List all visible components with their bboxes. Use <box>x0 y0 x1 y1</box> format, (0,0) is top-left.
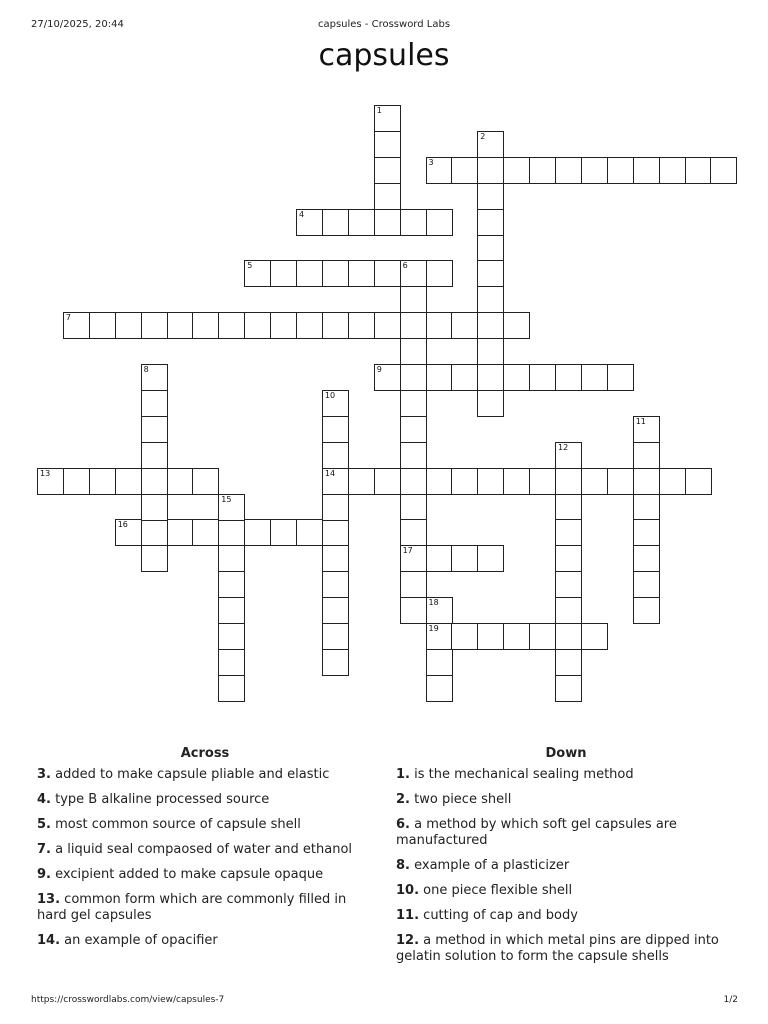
grid-cell <box>477 235 504 262</box>
clue-across-9: 9. excipient added to make capsule opaque <box>37 867 324 882</box>
clue-across-14: 14. an example of opacifier <box>37 933 218 948</box>
grid-cell <box>477 468 504 495</box>
grid-cell <box>477 131 504 158</box>
grid-cell <box>633 442 660 469</box>
grid-cell <box>400 209 427 236</box>
grid-cell <box>529 157 556 184</box>
grid-cell <box>426 597 453 624</box>
grid-cell <box>322 468 349 495</box>
grid-cell <box>63 312 90 339</box>
clue-across-3: 3. added to make capsule pliable and elastic <box>37 767 330 782</box>
grid-cell <box>555 675 582 702</box>
grid-cell <box>400 571 427 598</box>
cell-number: 3 <box>428 157 434 167</box>
grid-cell <box>400 390 427 417</box>
grid-cell <box>581 623 608 650</box>
grid-cell <box>89 312 116 339</box>
grid-cell <box>374 312 401 339</box>
grid-cell <box>451 312 478 339</box>
grid-cell <box>477 260 504 287</box>
grid-cell <box>633 545 660 572</box>
cell-number: 17 <box>402 546 413 556</box>
grid-cell <box>374 364 401 391</box>
grid-cell <box>218 494 245 521</box>
grid-cell <box>141 364 168 391</box>
grid-cell <box>141 519 168 546</box>
grid-cell <box>710 157 737 184</box>
grid-cell <box>167 312 194 339</box>
grid-cell <box>555 442 582 469</box>
grid-cell <box>685 157 712 184</box>
grid-cell <box>529 623 556 650</box>
grid-cell <box>400 545 427 572</box>
cell-number: 1 <box>376 106 382 115</box>
grid-cell <box>322 209 349 236</box>
grid-cell <box>37 468 64 495</box>
cell-number: 6 <box>402 261 408 271</box>
cell-number: 13 <box>40 468 51 478</box>
clue-across-5: 5. most common source of capsule shell <box>37 817 301 832</box>
clue-across-13: 13. common form which are commonly filled in hard gel capsules <box>37 892 347 923</box>
grid-cell <box>426 545 453 572</box>
grid-cell <box>426 675 453 702</box>
grid-cell <box>555 157 582 184</box>
grid-cell <box>477 183 504 210</box>
grid-cell <box>244 312 271 339</box>
grid-cell <box>426 623 453 650</box>
grid-cell <box>141 494 168 521</box>
grid-cell <box>270 519 297 546</box>
grid-cell <box>555 649 582 676</box>
grid-cell <box>581 468 608 495</box>
grid-cell <box>426 649 453 676</box>
cell-number: 4 <box>299 209 305 219</box>
grid-cell <box>451 545 478 572</box>
grid-cell <box>633 494 660 521</box>
clue-across-4: 4. type B alkaline processed source <box>37 792 270 807</box>
cell-number: 5 <box>247 261 253 271</box>
grid-cell <box>374 260 401 287</box>
grid-cell <box>503 312 530 339</box>
grid-cell <box>529 468 556 495</box>
grid-cell <box>89 468 116 495</box>
grid-cell <box>400 286 427 313</box>
cell-number: 8 <box>143 365 149 374</box>
grid-cell <box>426 312 453 339</box>
grid-cell <box>322 545 349 572</box>
grid-cell <box>296 519 323 546</box>
grid-cell <box>322 649 349 676</box>
grid-cell <box>322 494 349 521</box>
cell-number: 15 <box>221 494 232 504</box>
grid-cell <box>581 364 608 391</box>
grid-cell <box>607 364 634 391</box>
grid-cell <box>555 623 582 650</box>
grid-cell <box>477 338 504 365</box>
grid-cell <box>555 364 582 391</box>
grid-cell <box>685 468 712 495</box>
grid-cell <box>141 545 168 572</box>
grid-cell <box>322 260 349 287</box>
grid-cell <box>244 519 271 546</box>
print-url: https://crosswordlabs.com/view/capsules-7 <box>31 995 225 1005</box>
cell-number: 14 <box>324 468 336 478</box>
grid-cell <box>348 209 375 236</box>
grid-cell <box>322 623 349 650</box>
grid-cell <box>322 442 349 469</box>
grid-cell <box>555 571 582 598</box>
grid-cell <box>477 364 504 391</box>
grid-cell <box>426 260 453 287</box>
grid-cell <box>322 597 349 624</box>
grid-cell <box>477 286 504 313</box>
grid-cell <box>218 312 245 339</box>
grid-cell <box>633 519 660 546</box>
down-heading: Down <box>545 746 587 761</box>
grid-cell <box>477 545 504 572</box>
clue-down-2: 2. two piece shell <box>396 792 512 807</box>
grid-cell <box>322 416 349 443</box>
grid-cell <box>426 468 453 495</box>
grid-cell <box>167 468 194 495</box>
clue-down-11: 11. cutting of cap and body <box>396 908 578 923</box>
grid-cell <box>218 649 245 676</box>
cell-number: 2 <box>480 131 486 141</box>
grid-cell <box>141 416 168 443</box>
grid-cell <box>218 623 245 650</box>
grid-cell <box>400 442 427 469</box>
grid-cell <box>322 519 349 546</box>
grid-cell <box>477 390 504 417</box>
cell-number: 12 <box>558 442 569 452</box>
across-heading: Across <box>180 746 230 761</box>
grid-cell <box>374 157 401 184</box>
grid-cell <box>633 571 660 598</box>
page-title: capsules <box>318 38 450 73</box>
grid-cell <box>115 312 142 339</box>
grid-cell <box>426 209 453 236</box>
print-date: 27/10/2025, 20:44 <box>31 19 124 30</box>
cell-number: 7 <box>65 313 71 323</box>
grid-cell <box>141 390 168 417</box>
grid-cell <box>581 157 608 184</box>
grid-cell <box>400 338 427 365</box>
grid-cell <box>296 209 323 236</box>
grid-cell <box>555 468 582 495</box>
grid-cell <box>141 312 168 339</box>
grid-cell <box>322 390 349 417</box>
grid-cell <box>270 260 297 287</box>
grid-cell <box>374 209 401 236</box>
grid-cell <box>503 364 530 391</box>
across-clues <box>37 746 373 958</box>
grid-cell <box>477 623 504 650</box>
grid-cell <box>167 519 194 546</box>
grid-cell <box>141 442 168 469</box>
down-clues <box>396 746 736 974</box>
grid-cell <box>400 312 427 339</box>
clue-down-1: 1. is the mechanical sealing method <box>396 767 634 782</box>
grid-cell <box>400 519 427 546</box>
grid-cell <box>477 209 504 236</box>
cell-number: 9 <box>376 365 382 374</box>
grid-cell <box>374 183 401 210</box>
grid-cell <box>348 312 375 339</box>
grid-cell <box>322 571 349 598</box>
cell-number: 18 <box>428 598 439 608</box>
grid-cell <box>400 494 427 521</box>
grid-cell <box>633 597 660 624</box>
grid-cell <box>451 364 478 391</box>
grid-cell <box>633 157 660 184</box>
grid-cell <box>348 260 375 287</box>
grid-cell <box>244 260 271 287</box>
grid-cell <box>555 494 582 521</box>
grid-cell <box>659 468 686 495</box>
grid-cell <box>633 416 660 443</box>
grid-cell <box>400 468 427 495</box>
grid-cell <box>322 312 349 339</box>
grid-cell <box>477 157 504 184</box>
grid-cell <box>503 157 530 184</box>
grid-cell <box>607 468 634 495</box>
cell-number: 11 <box>635 416 646 426</box>
cell-number: 19 <box>428 624 439 633</box>
grid-cell <box>192 468 219 495</box>
grid-cell <box>451 157 478 184</box>
grid-cell <box>192 312 219 339</box>
print-page-number: 1/2 <box>723 995 738 1005</box>
grid-cell <box>477 312 504 339</box>
grid-cell <box>426 364 453 391</box>
grid-cell <box>451 623 478 650</box>
grid-cell <box>374 468 401 495</box>
grid-cell <box>400 597 427 624</box>
grid-cell <box>115 519 142 546</box>
clue-down-6: 6. a method by which soft gel capsules are manufactured <box>396 817 677 848</box>
grid-cell <box>503 623 530 650</box>
grid-cell <box>529 364 556 391</box>
grid-cell <box>218 519 245 546</box>
grid-cell <box>141 468 168 495</box>
grid-cell <box>192 519 219 546</box>
clue-down-10: 10. one piece flexible shell <box>396 883 573 898</box>
grid-cell <box>400 260 427 287</box>
grid-cell <box>451 468 478 495</box>
grid-cell <box>218 597 245 624</box>
grid-cell <box>348 468 375 495</box>
grid-cell <box>115 468 142 495</box>
grid-cell <box>555 545 582 572</box>
grid-cell <box>426 157 453 184</box>
grid-cell <box>218 571 245 598</box>
grid-cell <box>659 157 686 184</box>
grid-cell <box>400 364 427 391</box>
grid-cell <box>633 468 660 495</box>
clue-down-8: 8. example of a plasticizer <box>396 858 570 873</box>
grid-cell <box>218 675 245 702</box>
grid-cell <box>296 260 323 287</box>
cell-number: 10 <box>324 390 336 400</box>
grid-cell <box>270 312 297 339</box>
grid-cell <box>374 105 401 132</box>
grid-cell <box>218 545 245 572</box>
grid-cell <box>374 131 401 158</box>
grid-cell <box>555 519 582 546</box>
grid-cell <box>296 312 323 339</box>
grid-cell <box>555 597 582 624</box>
grid-cell <box>63 468 90 495</box>
clue-down-12: 12. a method in which metal pins are dipped into gelatin solution to form the capsule shells <box>396 933 719 964</box>
cell-number: 16 <box>117 520 128 530</box>
grid-cell <box>607 157 634 184</box>
print-page-title: capsules - Crossword Labs <box>317 19 451 30</box>
grid-cell <box>503 468 530 495</box>
clue-across-7: 7. a liquid seal compaosed of water and ethanol <box>37 842 353 857</box>
grid-cell <box>400 416 427 443</box>
